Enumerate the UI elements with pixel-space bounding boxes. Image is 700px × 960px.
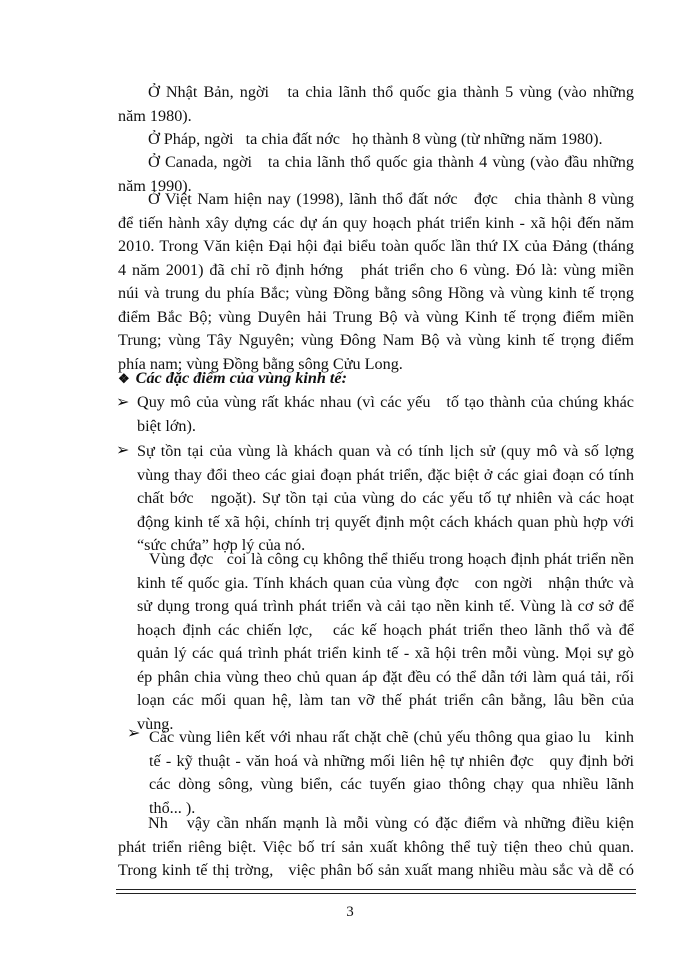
- text-line: Nh vậy cần nhấn mạnh là mỗi vùng có đặc điểm và những điều kiện: [148, 814, 634, 832]
- text-line: Ở Pháp, ngời ta chia đất nớc họ thành 8 vùng (từ những năm 1980).: [148, 130, 603, 148]
- text-line: năm 1980).: [118, 106, 192, 125]
- text-line: kinh tế quốc gia. Tính khách quan của vùng đợc con ngời nhận thức và: [137, 573, 634, 592]
- arrow-bullet-icon: ➢: [127, 723, 141, 742]
- text-line: phía nam; vùng Đồng bằng sông Cửu Long.: [118, 354, 403, 373]
- text-line: Sự tồn tại của vùng là khách quan và có tính lịch sử (quy mô và số lợng: [137, 442, 634, 460]
- arrow-bullet-icon: ➢: [116, 392, 130, 411]
- text-line: Quy mô của vùng rất khác nhau (vì các yếu tố tạo thành của chúng khác: [137, 393, 634, 411]
- page-number: 3: [346, 904, 354, 920]
- text-line: sử dụng trong quá trình phát triển và cải tạo nền kinh tế. Vùng là cơ sở để: [137, 597, 634, 615]
- paragraph-vietnam: [118, 188, 634, 376]
- text-line: núi và trung du phía Bắc; vùng Đồng bằng sông Hồng và vùng kinh tế trọng: [118, 284, 634, 302]
- paragraph-closing: [118, 812, 634, 883]
- footer-rule: [116, 889, 636, 890]
- bullet-item-existence: [137, 440, 634, 558]
- diamond-bullet-icon: ❖: [118, 371, 130, 386]
- text-line: động kinh tế xã hội, chính trị quyết định một cách khách quan phù hợp với: [137, 512, 634, 531]
- text-line: 4 năm 2001) đã chỉ rõ định hớng phát triển cho 6 vùng. Đó là: vùng miền: [118, 260, 634, 279]
- text-line: Các vùng liên kết với nhau rất chặt chẽ (chủ yếu thông qua giao lu kinh: [149, 728, 634, 746]
- text-line: biệt lớn).: [137, 416, 196, 435]
- paragraph-japan: [118, 81, 634, 128]
- text-line: để tiến hành xây dựng các dự án quy hoạch phát triển kinh - xã hội đến năm: [118, 213, 634, 232]
- text-line: Ở Nhật Bản, ngời ta chia lãnh thổ quốc gia thành 5 vùng (vào những: [148, 83, 634, 101]
- text-line: các dòng sông, vùng biển, các tuyến giao thông chạy qua nhiều lãnh: [149, 775, 634, 793]
- text-line: Trong kinh tế thị trờng, việc phân bố sản xuất mang nhiều màu sắc và dễ có: [118, 861, 634, 879]
- text-line: Ở Việt Nam hiện nay (1998), lãnh thổ đất nớc đợc chia thành 8 vùng: [148, 190, 634, 208]
- text-line: chất bớc ngoặt). Sự tồn tại của vùng do các yếu tố tự nhiên và các hoạt: [137, 489, 634, 507]
- text-line: hoạch định các chiến lợc, các kế hoạch phát triển theo lãnh thổ và để: [137, 620, 634, 639]
- text-line: vùng thay đổi theo các giai đoạn phát triển, đặc biệt ở các giai đoạn có tính: [137, 465, 634, 484]
- text-line: Ở Canada, ngời ta chia lãnh thổ quốc gia thành 4 vùng (vào đầu những: [148, 153, 634, 171]
- text-line: loạn các mối quan hệ, làm tan vỡ thế phát triển cân bằng, lâu bền của: [137, 691, 634, 709]
- text-line: quản lý các quá trình phát triển kinh tế - xã hội trên mỗi vùng. Mọi sự gò: [137, 644, 634, 662]
- heading-text: Các đặc điểm của vùng kinh tế:: [135, 369, 347, 387]
- text-line: năm 1990).: [118, 176, 192, 195]
- text-line: Vùng đợc coi là công cụ không thể thiếu trong hoạch định phát triển nền: [149, 550, 634, 568]
- arrow-bullet-icon: ➢: [116, 440, 130, 459]
- paragraph-regional-tool: [137, 548, 634, 736]
- text-line: 2010. Trong Văn kiện Đại hội đại biểu toàn quốc lần thứ IX của Đảng (tháng: [118, 237, 634, 255]
- text-line: ép phân chia vùng theo chủ quan áp đặt đều có thể dẫn tới làm quá tải, rối: [137, 667, 634, 686]
- text-line: vùng.: [137, 714, 174, 733]
- text-line: Trung; vùng Tây Nguyên; vùng Đông Nam Bộ và vùng kinh tế trọng điểm: [118, 331, 634, 349]
- paragraph-france: [118, 128, 634, 152]
- section-heading: [118, 367, 347, 391]
- bullet-item-scale: [137, 391, 634, 438]
- text-line: “sức chứa” hợp lý của nó.: [137, 536, 306, 554]
- text-line: thổ... ).: [149, 798, 196, 817]
- bullet-item-linkage: [149, 726, 634, 820]
- text-line: điểm Bắc Bộ; vùng Duyên hải Trung Bộ và vùng Kinh tế trọng điểm miền: [118, 307, 634, 326]
- text-line: phát triển riêng biệt. Việc bố trí sản xuất không thể tuỳ tiện theo chủ quan.: [118, 837, 634, 856]
- text-line: tế - kỹ thuật - văn hoá và những mối liên hệ tự nhiên đợc quy định bởi: [149, 751, 634, 770]
- footer-rule: [116, 893, 636, 894]
